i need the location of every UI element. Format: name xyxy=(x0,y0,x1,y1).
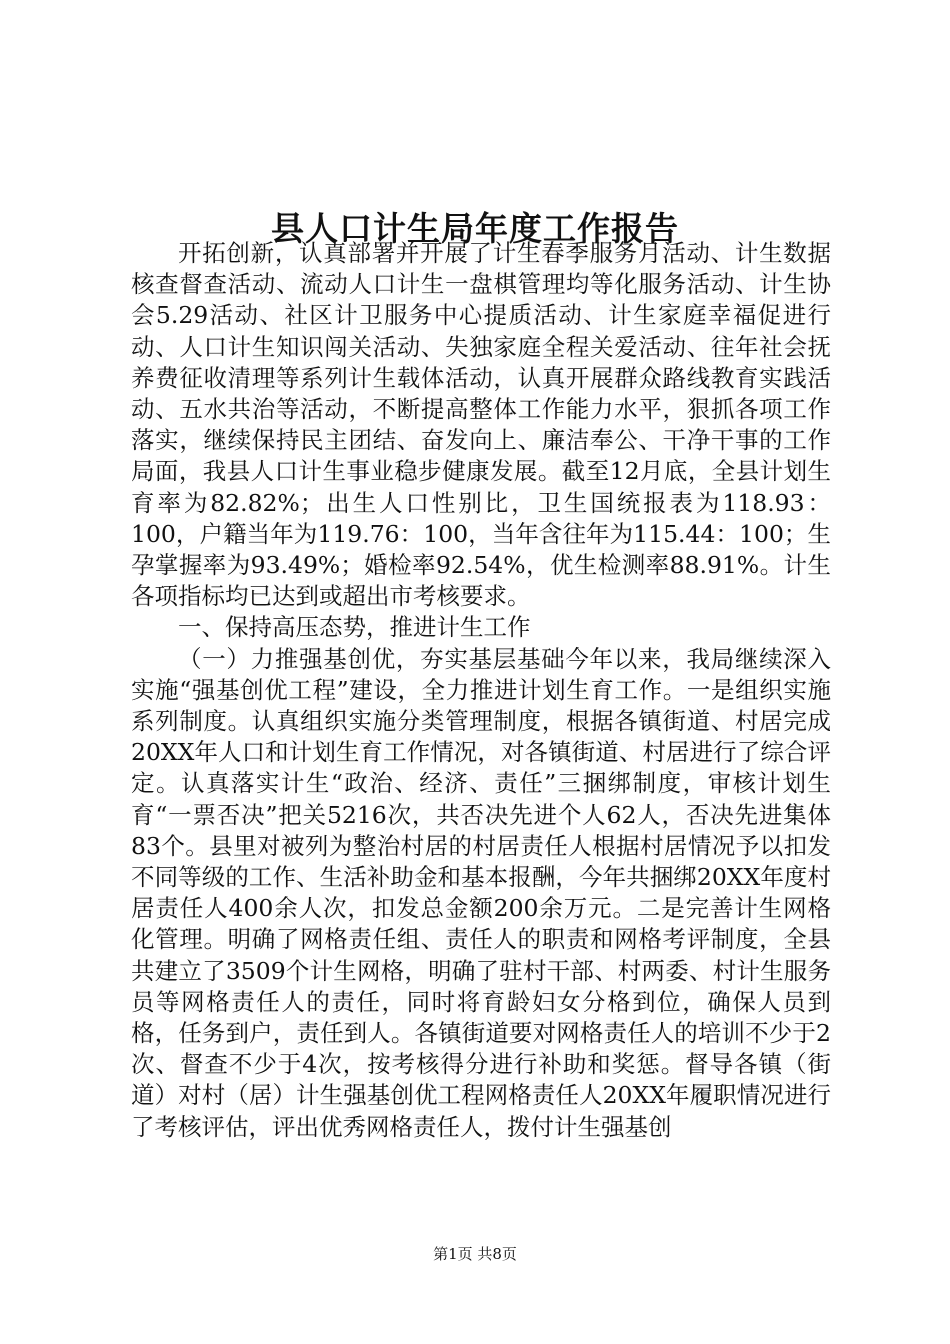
page-footer: 第1页 共8页 xyxy=(433,1245,517,1263)
document-title: 县人口计生局年度工作报告 xyxy=(271,209,679,249)
section-heading: 一、保持高压态势，推进计生工作 xyxy=(178,613,531,642)
paragraph-intro: 开拓创新，认真部署并开展了计生春季服务月活动、计生数据核查督查活动、流动人口计生一盘棋管理均等化服务活动、计生协会5.29活动、社区计卫服务中心提质活动、计生家庭幸福促进行动、人口计生知识闯关活动、失独家庭全程关爱活动、往年社会抚养费征收清理等系列计生载体活动，认真开展群众路线教育实践活动、五水共治等活动，不断提高整体工作能力水平，狠抓各项工作落实，继续保持民主团结、奋发向上、廉洁奉公、干净干事的工作局面，我县人口计生事业稳步健康发展。截至12月底，全县计划生育率为82.82%；出生人口性别比，卫生国统报表为118.93：100，户籍当年为119.76：100，当年含往年为115.44：100；生孕掌握率为93.49%；婚检率92.54%，优生检测率88.91%。计生各项指标均已达到或超出市考核要求。 xyxy=(131,239,831,611)
paragraph-section-1: （一）力推强基创优，夯实基层基础今年以来，我局继续深入实施“强基创优工程”建设，全力推进计划生育工作。一是组织实施系列制度。认真组织实施分类管理制度，根据各镇街道、村居完成20XX年人口和计划生育工作情况，对各镇街道、村居进行了综合评定。认真落实计生“政治、经济、责任”三捆绑制度，审核计划生育“一票否决”把关5216次，共否决先进个人62人，否决先进集体83个。县里对被列为整治村居的村居责任人根据村居情况予以扣发不同等级的工作、生活补助金和基本报酬，今年共捆绑20XX年度村居责任人400余人次，扣发总金额200余万元。二是完善计生网格化管理。明确了网格责任组、责任人的职责和网格考评制度，全县共建立了3509个计生网格，明确了驻村干部、村两委、村计生服务员等网格责任人的责任，同时将育龄妇女分格到位，确保人员到格，任务到户，责任到人。各镇街道要对网格责任人的培训不少于2次、督查不少于4次，按考核得分进行补助和奖惩。督导各镇（街道）对村（居）计生强基创优工程网格责任人20XX年履职情况进行了考核评估，评出优秀网格责任人，拨付计生强基创 xyxy=(131,644,831,1141)
document-body xyxy=(131,238,831,1143)
